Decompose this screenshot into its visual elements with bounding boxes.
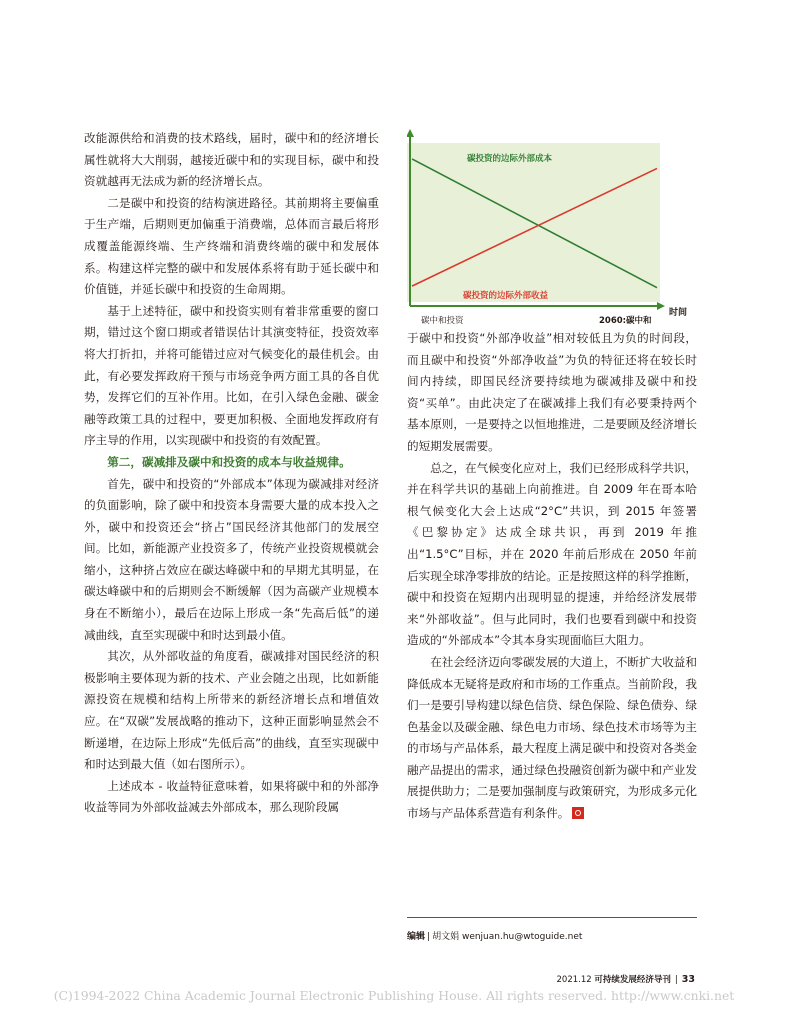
right-column — [407, 328, 697, 825]
x-axis-label: 时间 — [669, 308, 688, 318]
paragraph — [84, 301, 379, 452]
paragraph-text: 基于上述特征，碳中和投资实则有着非常重要的窗口期，错过这个窗口期或者错误估计其演变特征，投资效率将大打折扣，并将可能错过应对气候变化的最佳机会。由此，有必要发挥政府干预与市场竞争两方面工具的各自优势，发挥它们的互补作用。比如，在引入绿色金融、碳金融等政策工具的过程中，要更加积极、全面地发挥政府有序主导的作用，以实现碳中和投资的有效配置。 — [84, 303, 379, 448]
page-footer — [557, 973, 695, 985]
editor-credit — [407, 929, 582, 942]
paragraph-text: 在社会经济迈向零碳发展的大道上，不断扩大收益和降低成本无疑将是政府和市场的工作重点。当前阶段，我们一是要引导构建以绿色信贷、绿色保险、绿色债券、绿色基金以及碳金融、绿色电力市场、绿色技术市场等为主的市场与产品体系，最大程度上满足碳中和投资对各类金融产品提出的需求，通过绿色投融资创新为碳中和产业发展提供助力；二是要加强制度与政策研究，为形成多元化市场与产品体系营造有利条件。 — [407, 654, 697, 821]
section-heading — [84, 452, 379, 474]
series-label-0: 碳投资的边际外部成本 — [467, 154, 553, 164]
editor-divider — [407, 917, 697, 918]
paragraph — [84, 474, 379, 647]
paragraph-text: 二是碳中和投资的结构演进路径。其前期将主要偏重于生产端，后期则更加偏重于消费端，总体而言最后将形成覆盖能源终端、生产终端和消费终端的碳中和发展体系。构建这样完整的碳中和发展体系将有助于延长碳中和价值链，并延长碳中和投资的生命周期。 — [84, 195, 379, 297]
paragraph — [84, 646, 379, 776]
paragraph-text: 上述成本 - 收益特征意味着，如果将碳中和的外部净收益等同为外部收益减去外部成本，那么现阶段属 — [84, 778, 379, 815]
paragraph — [407, 652, 697, 825]
article-end-icon — [572, 807, 584, 819]
series-label-1: 碳投资的边际外部收益 — [463, 291, 549, 301]
editor-separator: | — [427, 932, 431, 942]
paragraph-text: 于碳中和投资“外部净收益”相对较低且为负的时间段，而且碳中和投资“外部净收益”为负的特征还将在较长时间内持续，即国民经济要持续地为碳减排及碳中和投资“买单”。由此决定了在碳减排上我们有必要秉持两个基本原则，一是要持之以恒地推进，二是要顾及经济增长的短期发展需要。 — [407, 331, 697, 453]
paragraph-text: 改能源供给和消费的技术路线，届时，碳中和的经济增长属性就将大大削弱，越接近碳中和的实现目标，碳中和投资就越再无法成为新的经济增长点。 — [84, 131, 379, 189]
paragraph — [407, 328, 697, 458]
editor-label: 编辑 — [407, 932, 426, 942]
footer-issue: 2021.12 — [556, 975, 592, 985]
footer-separator: | — [674, 975, 678, 985]
left-column — [84, 128, 379, 819]
paragraph-text: 总之，在气候变化应对上，我们已经形成科学共识，并在科学共识的基础上向前推进。自 2009 年在哥本哈根气候变化大会上达成“2°C”共识，到 2015 年签署《巴黎协定》达成全球共识，再到 2019 年推出“1.5°C”目标，并在 2020 年前后形成在 2050 年前后实现全球净零排放的结论。正是按照这样的科学推断，碳中和投资在短期内出现明显的提速，并给经济发展带来“外部收益”。但与此同时，我们也要看到碳中和投资造成的“外部成本”令其本身实现面临巨大阻力。 — [407, 460, 697, 648]
paragraph — [84, 193, 379, 301]
editor-name: 胡文娟 — [432, 932, 460, 942]
x-tick-label-end: 2060:碳中和 — [599, 316, 652, 326]
x-tick-label-start: 碳中和投资 — [421, 316, 464, 326]
paragraph-text: 其次，从外部收益的角度看，碳减排对国民经济的积极影响主要体现为新的技术、产业会随之出现，比如新能源投资在规模和结构上所带来的新经济增长点和增值效应。在“双碳”发展战略的推动下，这种正面影响显然会不断递增，在边际上形成“先低后高”的曲线，直至实现碳中和时达到最大值（如右图所示）。 — [84, 649, 379, 772]
paragraph-text: 首先，碳中和投资的“外部成本”体现为碳减排对经济的负面影响，除了碳中和投资本身需要大量的成本投入之外，碳中和投资还会“挤占”国民经济其他部门的发展空间。比如，新能源产业投资多了，传统产业投资规模就会缩小，这种挤占效应在碳达峰碳中和的早期尤其明显，在碳达峰碳中和的后期则会不断缓解（因为高碳产业规模本身在不断缩小），最后在边际上形成一条“先高后低”的递减曲线，直至实现碳中和时达到最小值。 — [84, 476, 379, 642]
editor-email: wenjuan.hu@wtoguide.net — [461, 932, 583, 942]
cost-benefit-chart — [407, 128, 697, 326]
y-axis-arrow — [407, 129, 414, 137]
footer-journal: 可持续发展经济导刊 — [594, 975, 671, 985]
paragraph — [407, 458, 697, 652]
chart-svg — [407, 128, 697, 326]
copyright-watermark: (C)1994-2022 China Academic Journal Electronic Publishing House. All rights reserved. http://www.cnki.net — [53, 988, 735, 1003]
x-axis-arrow — [657, 302, 665, 310]
paragraph-text: 第二，碳减排及碳中和投资的成本与收益规律。 — [107, 454, 351, 469]
paragraph — [84, 128, 379, 193]
page-number: 33 — [681, 974, 695, 985]
paragraph — [84, 776, 379, 819]
